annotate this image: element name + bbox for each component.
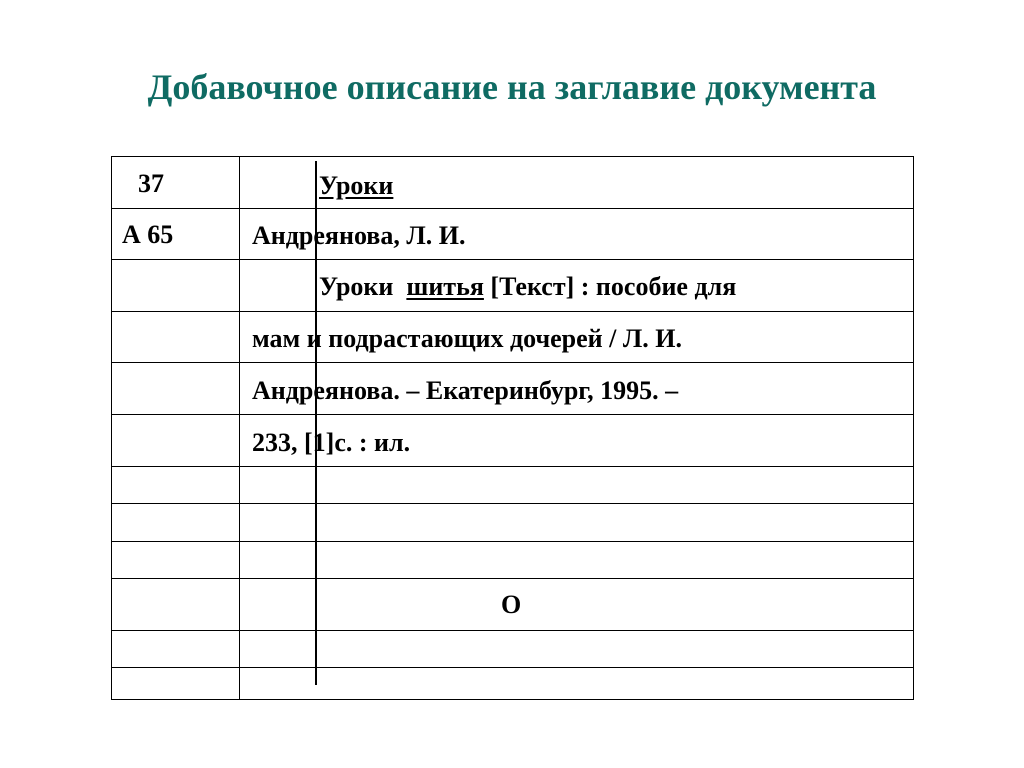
author-heading: Андреянова, Л. И. <box>252 221 466 250</box>
call-number-margin-line <box>239 157 240 699</box>
description-line-4: 233, [1]с. : ил. <box>252 428 411 457</box>
card-rule <box>112 578 913 579</box>
title-word-2: шитья <box>406 272 484 301</box>
card-rule <box>112 414 913 415</box>
card-rule <box>112 208 913 209</box>
card-rule <box>112 630 913 631</box>
card-rule <box>112 259 913 260</box>
title-word-1: Уроки <box>319 272 394 301</box>
card-rule <box>112 503 913 504</box>
description-line-3: Андреянова. – Екатеринбург, 1995. – <box>252 376 679 405</box>
card-rule <box>112 466 913 467</box>
call-number-class: 37 <box>138 169 164 198</box>
card-rule <box>112 667 913 668</box>
title-line <box>319 272 736 302</box>
heading-title: Уроки <box>319 171 394 200</box>
catalog-card <box>111 156 914 700</box>
card-hole-mark: О <box>501 590 522 619</box>
slide-title: Добавочное описание на заглавие документа <box>147 67 877 107</box>
call-number-author-mark: А 65 <box>122 220 174 249</box>
card-rule <box>112 541 913 542</box>
title-rest: [Текст] : пособие для <box>490 272 737 301</box>
card-rule <box>112 362 913 363</box>
card-rule <box>112 311 913 312</box>
description-line-2: мам и подрастающих дочерей / Л. И. <box>252 324 682 353</box>
